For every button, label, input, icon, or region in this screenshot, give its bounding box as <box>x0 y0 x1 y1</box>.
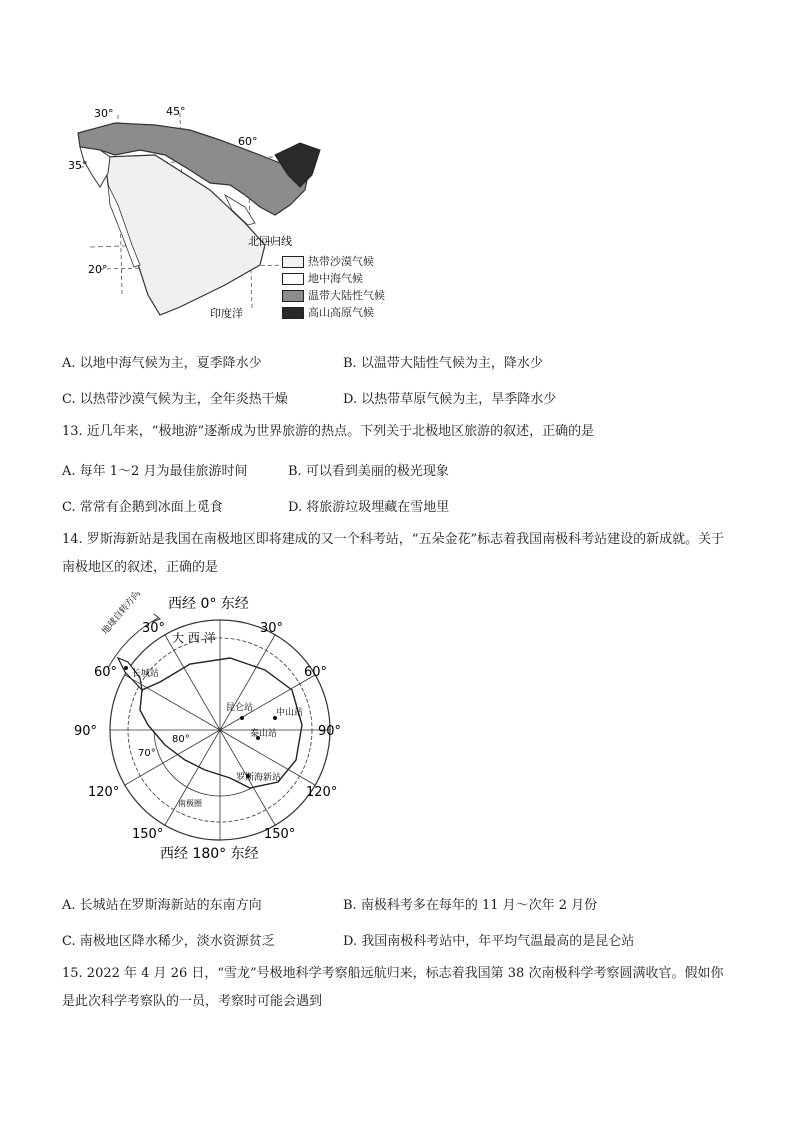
deg-30-east: 30° <box>260 621 284 636</box>
legend-label: 地中海气候 <box>308 272 363 285</box>
legend-label: 热带沙漠气候 <box>308 255 374 268</box>
lat-label: 20° <box>88 263 108 276</box>
q12-option-b[interactable]: B. 以温带大陆性气候为主，降水少 <box>343 356 543 371</box>
antarctica-map-svg <box>60 592 360 867</box>
legend-swatch <box>282 290 304 302</box>
q14-option-a[interactable]: A. 长城站在罗斯海新站的东南方向 <box>62 898 262 913</box>
antarctica-map <box>60 592 360 867</box>
legend-item <box>282 253 374 269</box>
lat-label: 30° <box>94 107 114 120</box>
bottom-meridian-label: 西经 180° 东经 <box>160 846 259 862</box>
deg-90-west: 90° <box>74 724 98 739</box>
q13-option-d[interactable]: D. 将旅游垃圾埋藏在雪地里 <box>288 500 450 515</box>
legend-item <box>282 270 363 286</box>
q14-option-c[interactable]: C. 南极地区降水稀少，淡水资源贫乏 <box>62 934 275 949</box>
legend-label: 温带大陆性气候 <box>308 289 385 302</box>
q14-option-b[interactable]: B. 南极科考多在每年的 11 月～次年 2 月份 <box>343 898 598 913</box>
tropic-label: 北回归线 <box>248 235 292 248</box>
q13-option-a[interactable]: A. 每年 1～2 月为最佳旅游时间 <box>62 464 248 479</box>
zhongshan-station: 中山站 <box>276 708 304 718</box>
ocean-label: 大 西 洋 <box>172 631 216 645</box>
deg-120-east: 120° <box>306 785 338 800</box>
antarctica-continent <box>140 658 302 788</box>
deg-80: 80° <box>172 734 190 745</box>
changcheng-station: 长城站 <box>132 669 160 679</box>
legend-swatch <box>282 256 304 268</box>
legend-item <box>282 287 385 303</box>
deg-150-east: 150° <box>264 827 296 842</box>
luosihai-station: 罗斯海新站 <box>236 773 282 783</box>
deg-90-east: 90° <box>318 724 342 739</box>
q12-option-a[interactable]: A. 以地中海气候为主，夏季降水少 <box>62 356 262 371</box>
lat-label: 45° <box>166 105 186 118</box>
legend-swatch <box>282 273 304 285</box>
polar-circle-label: 南极圈 <box>178 799 202 808</box>
deg-60-east: 60° <box>304 665 328 680</box>
ocean-label: 印度洋 <box>210 307 243 320</box>
legend-label: 高山高原气候 <box>308 306 374 319</box>
deg-60-west: 60° <box>94 665 118 680</box>
q14-stem: 14. 罗斯海新站是我国在南极地区即将建成的又一个科考站，“五朵金花”标志着我国南极科考站建设的新成就。关于南极地区的叙述，正确的是 <box>62 532 725 575</box>
q12-option-c[interactable]: C. 以热带沙漠气候为主，全年炎热干燥 <box>62 392 288 407</box>
deg-70: 70° <box>138 748 156 759</box>
deg-120-west: 120° <box>88 785 120 800</box>
west-asia-climate-map <box>60 95 410 330</box>
climate-legend <box>282 253 410 328</box>
deg-150-west: 150° <box>132 827 164 842</box>
legend-swatch <box>282 307 304 319</box>
q15-stem: 15. 2022 年 4 月 26 日，“雪龙”号极地科学考察船远航归来，标志着我国第 38 次南极科学考察圆满收官。假如你是此次科学考察队的一员，考察时可能会遇到 <box>62 966 724 1009</box>
taishan-station: 泰山站 <box>250 729 278 739</box>
lat-label: 60° <box>238 135 258 148</box>
q13-option-c[interactable]: C. 常常有企鹅到冰面上觅食 <box>62 500 223 515</box>
top-meridian-label: 西经 0° 东经 <box>168 596 249 612</box>
rotation-direction-label: 地球自转方向 <box>100 592 143 637</box>
deg-30-west: 30° <box>142 621 166 636</box>
lat-label: 35° <box>68 159 88 172</box>
q12-option-d[interactable]: D. 以热带草原气候为主，旱季降水少 <box>343 392 557 407</box>
q13-option-b[interactable]: B. 可以看到美丽的极光现象 <box>288 464 449 479</box>
kunlun-station: 昆仑站 <box>226 703 254 713</box>
legend-item <box>282 304 374 320</box>
q13-stem: 13. 近几年来，“极地游”逐渐成为世界旅游的热点。下列关于北极地区旅游的叙述，正确的是 <box>62 424 595 439</box>
q14-option-d[interactable]: D. 我国南极科考站中，年平均气温最高的是昆仑站 <box>343 934 635 949</box>
